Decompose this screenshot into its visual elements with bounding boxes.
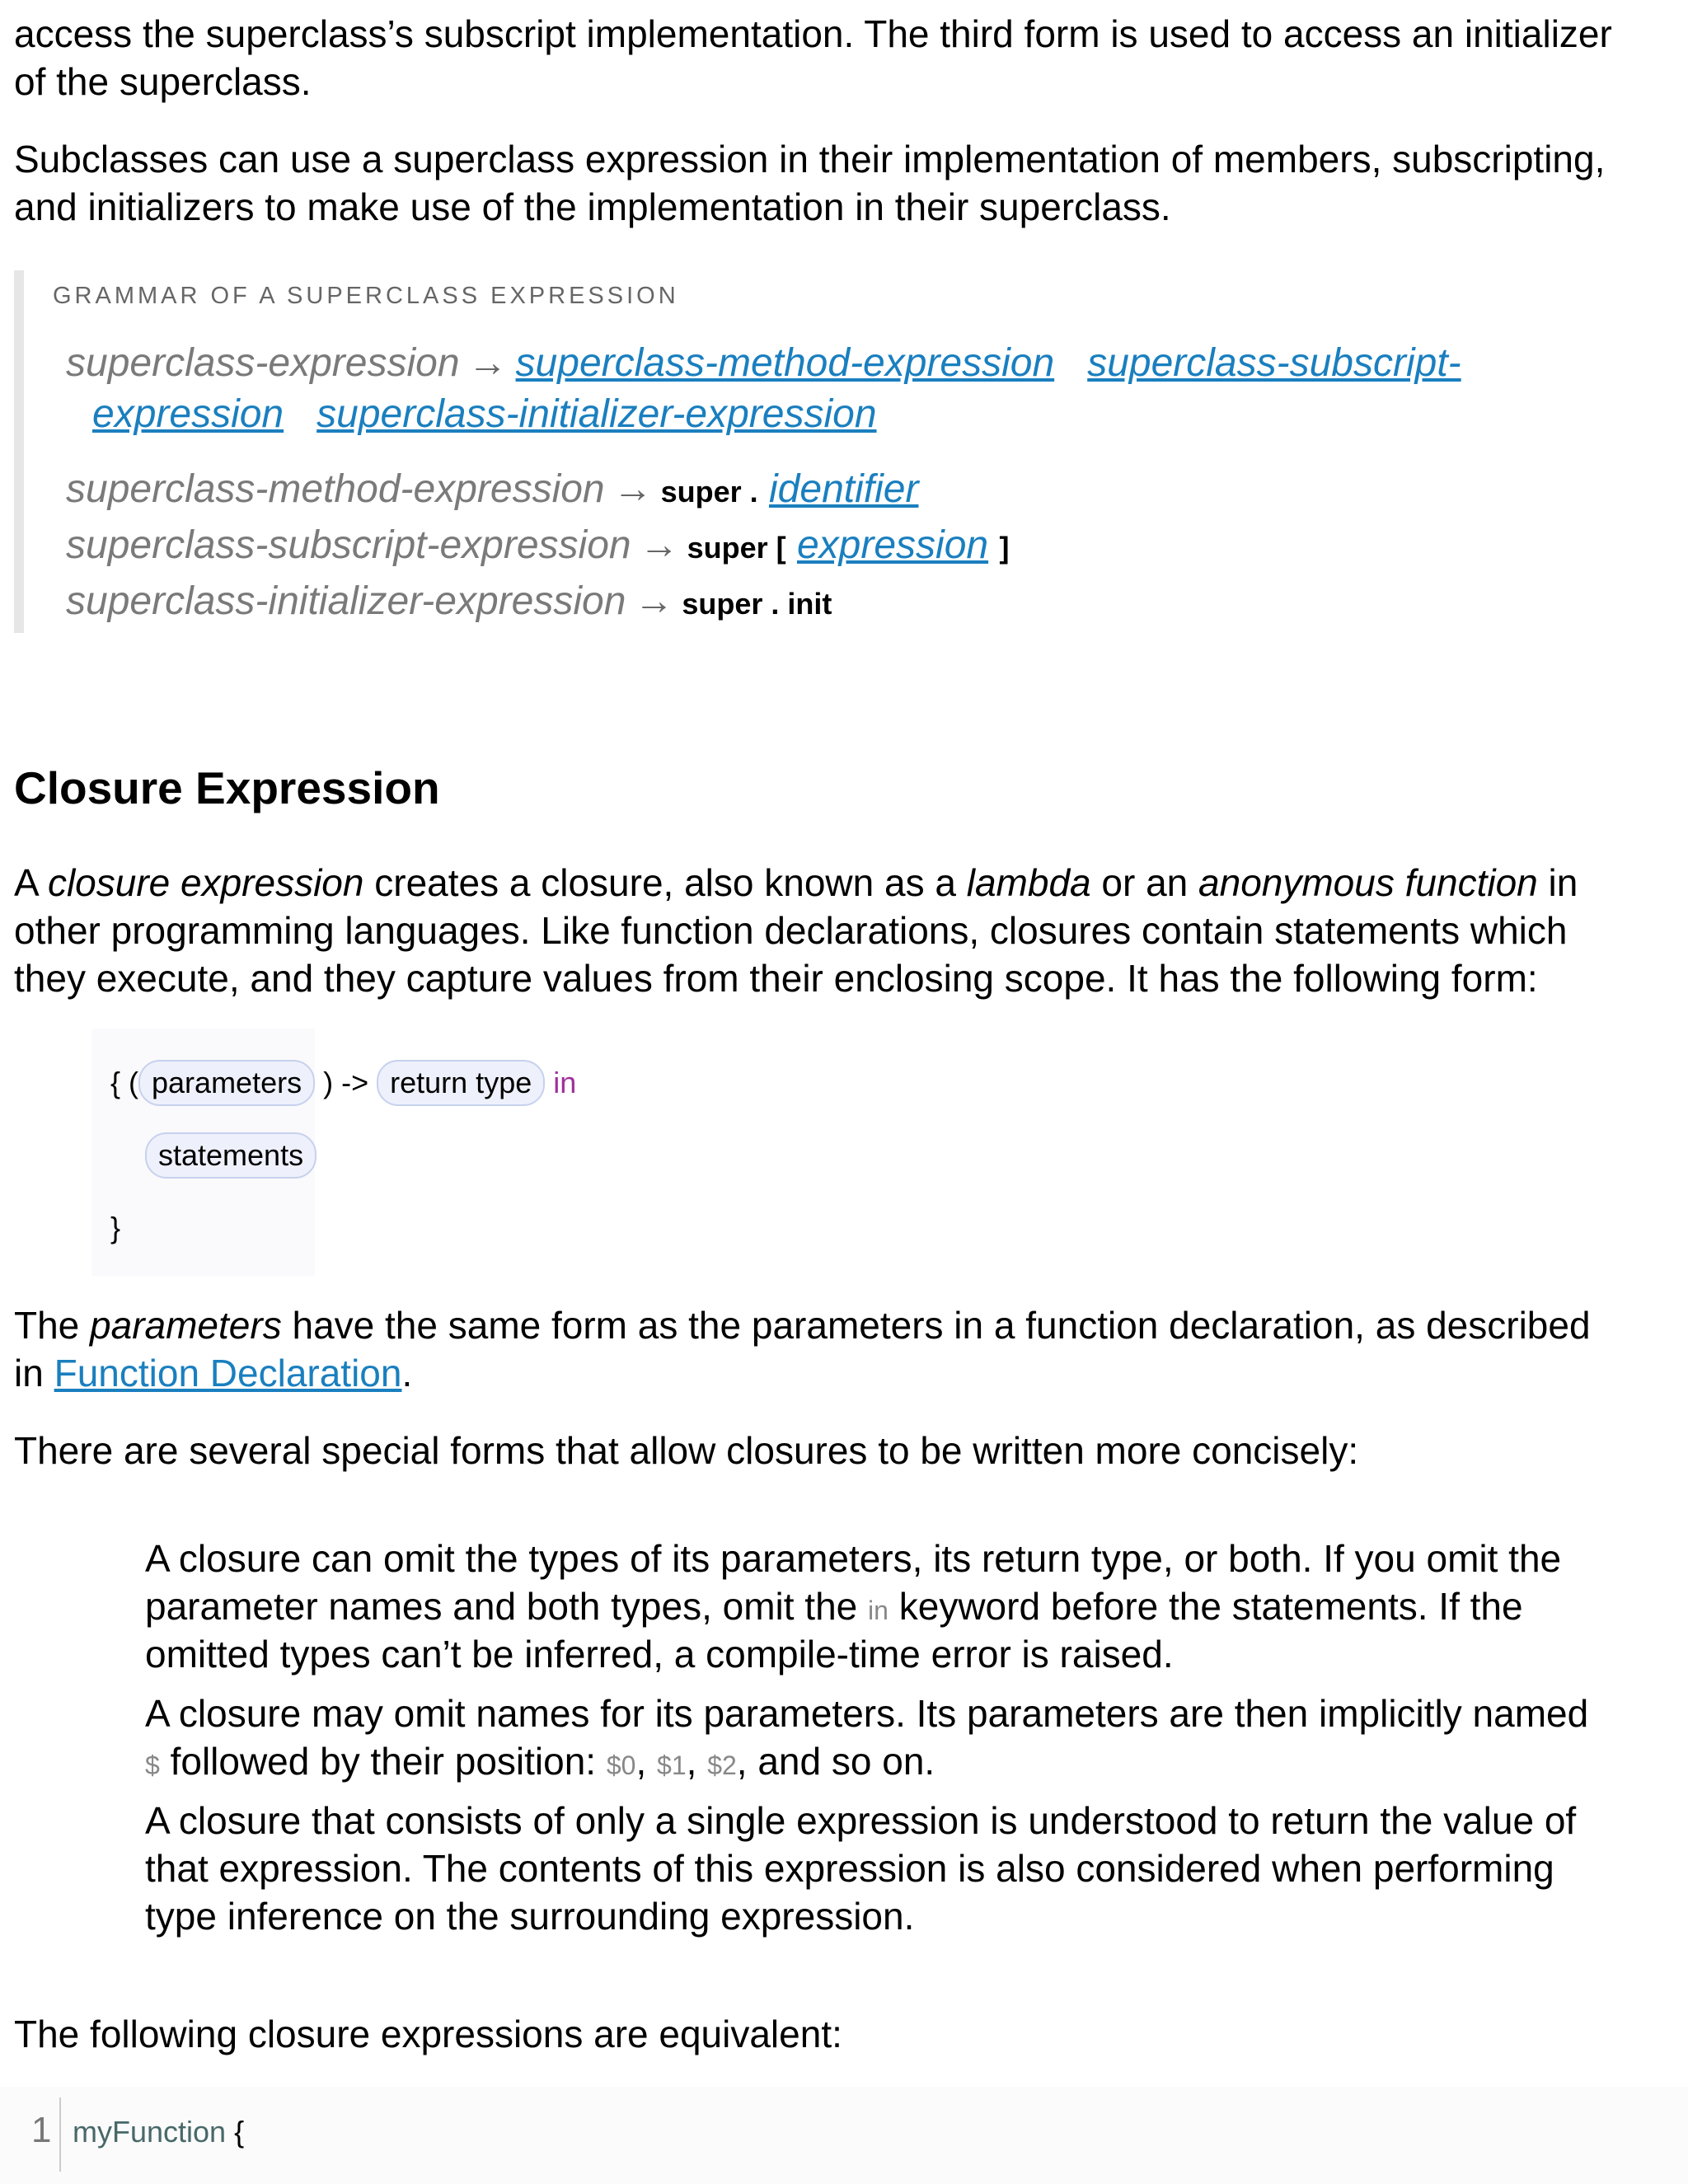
text: ,	[686, 1740, 708, 1783]
syntax-line-statements	[145, 1132, 316, 1179]
placeholder-parameters: parameters	[138, 1060, 315, 1106]
grammar-keyword: super .	[660, 475, 758, 509]
text: in	[1537, 861, 1578, 904]
text: A	[14, 861, 48, 904]
grammar-rule-subscript-expression	[66, 521, 1009, 573]
text: followed by their position:	[159, 1740, 607, 1783]
grammar-keyword: super [	[687, 531, 786, 565]
text: keyword before the statements. If the	[888, 1585, 1523, 1628]
code-dollar-1: $1	[657, 1750, 687, 1780]
grammar-title: GRAMMAR OF A SUPERCLASS EXPRESSION	[53, 283, 679, 309]
grammar-arrow: →	[639, 523, 679, 567]
link-superclass-initializer-expression[interactable]: superclass-initializer-expression	[316, 392, 877, 436]
special-forms-paragraph: There are several special forms that allow closures to be written more concisely:	[14, 1429, 1359, 1472]
code-line-1	[73, 2115, 244, 2149]
grammar-rule-initializer-expression	[66, 577, 832, 629]
grammar-rule-continuation	[92, 390, 877, 439]
link-superclass-subscript-expression[interactable]: superclass-subscript-	[1087, 341, 1461, 385]
text: .	[401, 1352, 413, 1394]
link-expression[interactable]: expression	[796, 523, 989, 567]
list-item-1-line-2	[145, 1582, 1523, 1634]
text: ,	[635, 1740, 658, 1783]
syntax-open: { (	[110, 1066, 139, 1099]
link-function-declaration[interactable]: Function Declaration	[54, 1352, 402, 1394]
intro-text-line-1: access the superclass’s subscript implementation. The third form is used to access an initializer	[14, 12, 1612, 55]
grammar-lhs: superclass-subscript-expression	[66, 523, 631, 567]
keyword-in: in	[553, 1066, 577, 1099]
grammar-rule-method-expression	[66, 465, 918, 517]
list-item-3-line-2: that expression. The contents of this expression is also considered when performing	[145, 1847, 1554, 1890]
code-in: in	[868, 1596, 889, 1625]
text: in	[14, 1352, 54, 1394]
link-superclass-method-expression[interactable]: superclass-method-expression	[515, 341, 1055, 385]
code-dollar: $	[145, 1750, 160, 1780]
grammar-arrow: →	[634, 579, 674, 623]
list-item-1-line-3: omitted types can’t be inferred, a compile-time error is raised.	[145, 1633, 1174, 1675]
list-item-3-line-1: A closure that consists of only a single expression is understood to return the value of	[145, 1799, 1577, 1842]
text: parameter names and both types, omit the	[145, 1585, 869, 1628]
term-lambda: lambda	[966, 861, 1091, 904]
intro-text-line-2: of the superclass.	[14, 60, 312, 103]
subclass-paragraph-line-1: Subclasses can use a superclass expression in their implementation of members, subscripting,	[14, 138, 1606, 180]
text: creates a closure, also known as a	[363, 861, 967, 904]
syntax-arrow: ) ->	[323, 1066, 369, 1099]
subclass-paragraph-line-2: and initializers to make use of the implementation in their superclass.	[14, 185, 1171, 228]
grammar-keyword: super . init	[682, 587, 832, 621]
link-identifier[interactable]: identifier	[769, 467, 919, 511]
syntax-close-brace: }	[110, 1211, 121, 1244]
closure-paragraph-line-3: they execute, and they capture values from their enclosing scope. It has the following form:	[14, 957, 1538, 1000]
term-closure-expression: closure expression	[47, 861, 364, 904]
list-item-3-line-3: type inference on the surrounding expression.	[145, 1895, 915, 1938]
code-function-name: myFunction	[73, 2115, 227, 2149]
link-superclass-subscript-expression-cont[interactable]: expression	[92, 392, 284, 436]
syntax-line-signature	[110, 1060, 576, 1106]
equivalent-paragraph: The following closure expressions are equivalent:	[14, 2013, 842, 2055]
list-item-2-line-1: A closure may omit names for its parameters. Its parameters are then implicitly named	[145, 1692, 1589, 1735]
parameters-paragraph-line-2	[14, 1349, 412, 1397]
term-parameters: parameters	[90, 1304, 282, 1347]
grammar-lhs: superclass-expression	[66, 341, 460, 385]
code-open-brace: {	[226, 2115, 245, 2149]
term-anonymous-function: anonymous function	[1198, 861, 1538, 904]
list-item-2-line-2	[145, 1737, 935, 1789]
line-number: 1	[31, 2110, 52, 2150]
code-listing	[0, 2087, 1688, 2184]
grammar-lhs: superclass-initializer-expression	[66, 579, 626, 623]
text: The	[14, 1304, 91, 1347]
grammar-arrow: →	[467, 341, 508, 385]
list-item-1-line-1: A closure can omit the types of its parameters, its return type, or both. If you omit the	[145, 1537, 1562, 1580]
closure-paragraph-line-1	[14, 859, 1578, 907]
grammar-arrow: →	[612, 467, 653, 511]
text: , and so on.	[736, 1740, 935, 1783]
grammar-rule-superclass-expression	[66, 339, 1461, 388]
code-gutter-divider	[59, 2097, 61, 2172]
grammar-lhs: superclass-method-expression	[66, 467, 605, 511]
parameters-paragraph-line-1	[14, 1301, 1591, 1349]
placeholder-return-type: return type	[377, 1060, 545, 1106]
code-dollar-0: $0	[606, 1750, 636, 1780]
grammar-keyword-close: ]	[999, 531, 1010, 565]
text: have the same form as the parameters in a function declaration, as described	[281, 1304, 1591, 1347]
placeholder-statements: statements	[145, 1132, 316, 1179]
section-heading-closure-expression: Closure Expression	[14, 762, 440, 813]
code-dollar-2: $2	[707, 1750, 737, 1780]
closure-paragraph-line-2: other programming languages. Like function declarations, closures contain statements which	[14, 909, 1568, 952]
text: or an	[1090, 861, 1199, 904]
